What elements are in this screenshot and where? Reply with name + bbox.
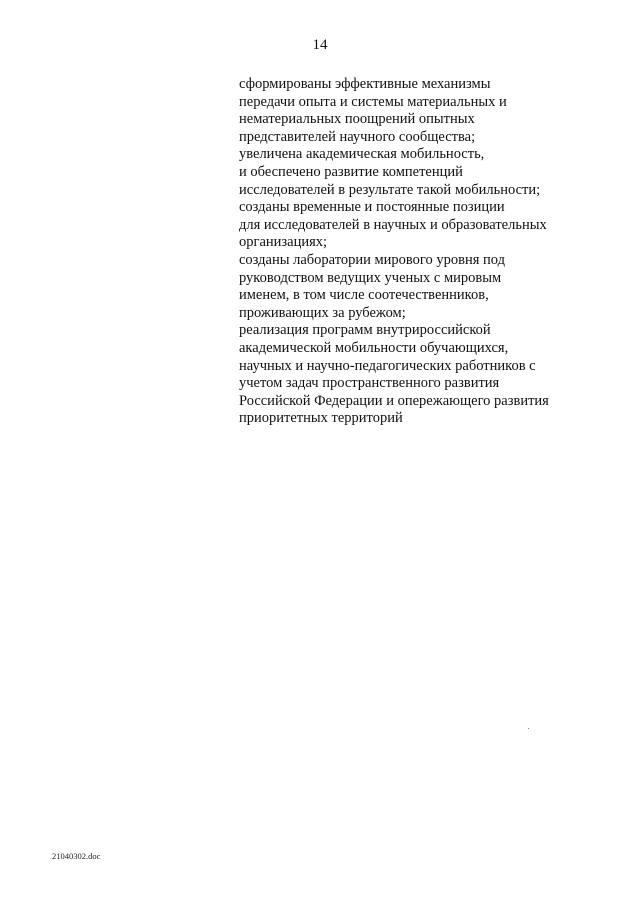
text-line: сформированы эффективные механизмы (239, 76, 491, 92)
text-line: именем, в том числе соотечественников, (239, 287, 489, 304)
text-line: учетом задач пространственного развития (239, 375, 500, 392)
text-line: созданы лаборатории мирового уровня под (239, 251, 506, 268)
footer-filename: 21040302.doc (52, 851, 101, 861)
page-number: 14 (312, 37, 328, 53)
text-line: организациях; (239, 234, 328, 251)
text-line: академической мобильности обучающихся, (239, 339, 509, 356)
text-line: созданы временные и постоянные позиции (239, 199, 505, 216)
text-line: приоритетных территорий (239, 410, 403, 427)
text-line: Российской Федерации и опережающего развития (239, 392, 549, 409)
text-line: для исследователей в научных и образовательных (239, 216, 547, 233)
text-line: руководством ведущих ученых с мировым (239, 269, 502, 286)
text-line: представителей научного сообщества; (239, 128, 476, 145)
text-line: научных и научно-педагогических работников с (239, 357, 536, 374)
text-line: проживающих за рубежом; (239, 304, 406, 321)
text-line: и обеспечено развитие компетенций (239, 163, 463, 180)
text-line: передачи опыта и системы материальных и (239, 93, 507, 110)
scan-speck (528, 728, 529, 729)
text-line: реализация программ внутрироссийской (239, 322, 491, 339)
text-line: нематериальных поощрений опытных (239, 111, 475, 128)
text-line: исследователей в результате такой мобильности; (239, 181, 541, 198)
text-line: увеличена академическая мобильность, (239, 146, 485, 163)
document-body-text (239, 76, 619, 428)
